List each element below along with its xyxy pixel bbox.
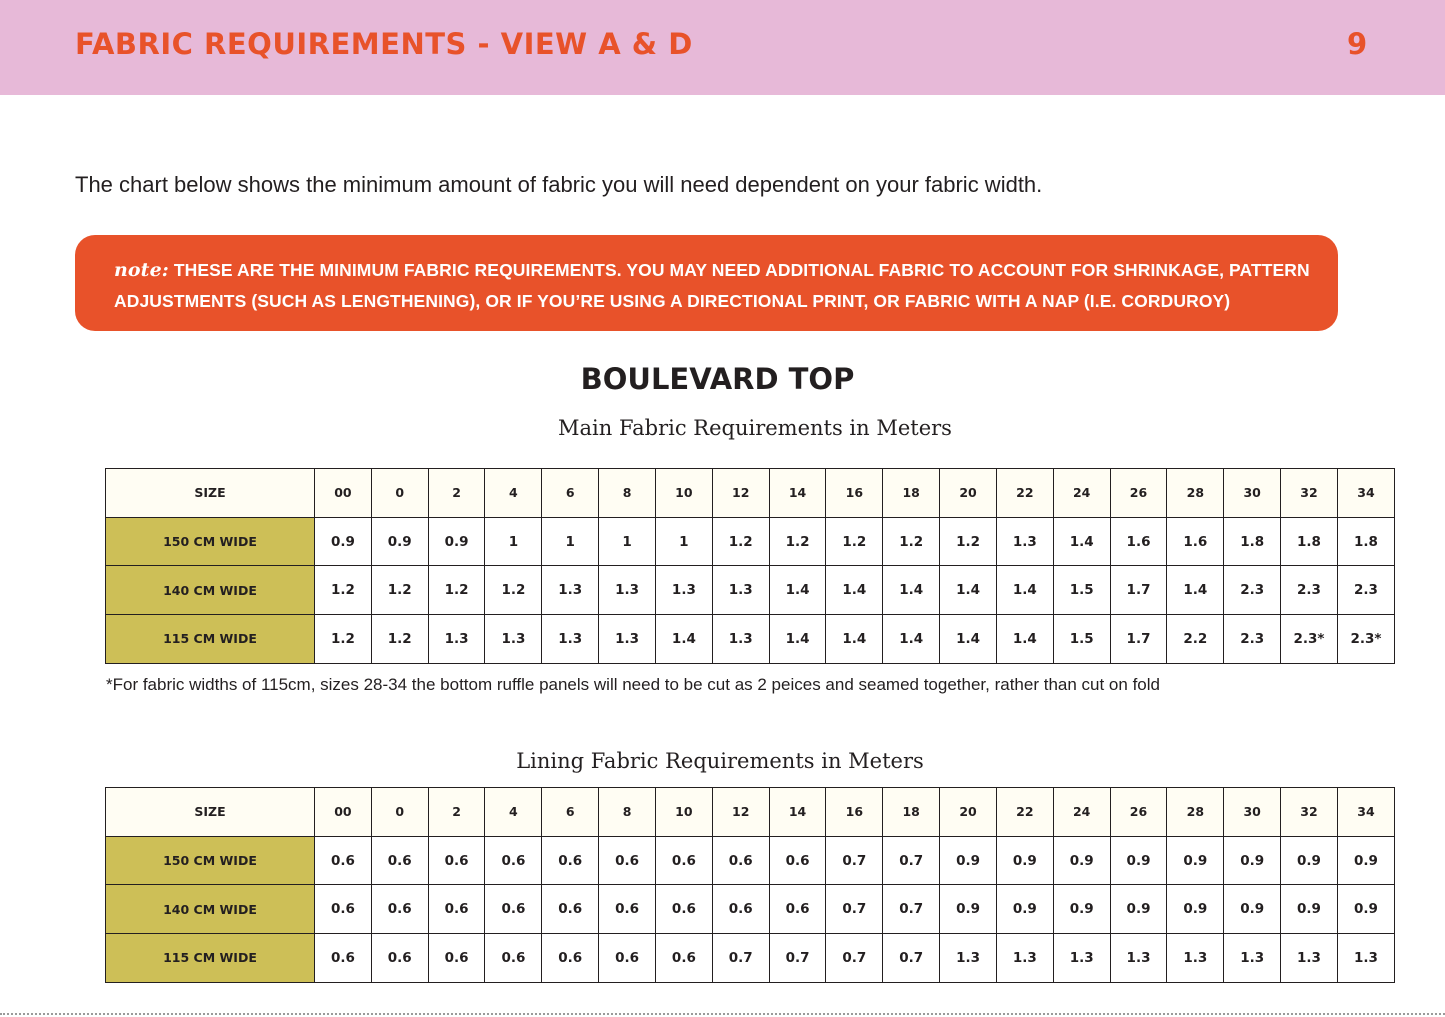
table-cell: 1.3 bbox=[542, 566, 599, 615]
table-cell: 0.7 bbox=[883, 836, 940, 885]
size-column-header: 26 bbox=[1110, 469, 1167, 518]
size-column-header: 4 bbox=[485, 788, 542, 837]
table-cell: 0.7 bbox=[826, 885, 883, 934]
table-cell: 1.3 bbox=[712, 566, 769, 615]
table-cell: 1.3 bbox=[1167, 934, 1224, 983]
table-cell: 1.7 bbox=[1110, 615, 1167, 664]
size-column-header: 32 bbox=[1281, 788, 1338, 837]
row-label: 150 CM WIDE bbox=[106, 836, 315, 885]
table-cell: 0.9 bbox=[1281, 885, 1338, 934]
size-column-header: 4 bbox=[485, 469, 542, 518]
table-cell: 0.6 bbox=[315, 934, 372, 983]
table-cell: 0.6 bbox=[371, 934, 428, 983]
intro-text: The chart below shows the minimum amount of fabric you will need dependent on your fabric width. bbox=[75, 172, 1043, 197]
table-cell: 1.3 bbox=[428, 615, 485, 664]
table-cell: 0.6 bbox=[428, 836, 485, 885]
table-cell: 1.4 bbox=[883, 566, 940, 615]
table-cell: 1.3 bbox=[1224, 934, 1281, 983]
table-cell: 0.6 bbox=[428, 885, 485, 934]
table-cell: 0.6 bbox=[655, 934, 712, 983]
table-cell: 0.7 bbox=[883, 885, 940, 934]
table-cell: 1.6 bbox=[1167, 517, 1224, 566]
table-cell: 0.6 bbox=[655, 885, 712, 934]
table-cell: 0.9 bbox=[315, 517, 372, 566]
table-cell: 0.9 bbox=[1224, 885, 1281, 934]
table-cell: 1.7 bbox=[1110, 566, 1167, 615]
size-column-header: 26 bbox=[1110, 788, 1167, 837]
table-row bbox=[106, 566, 1395, 615]
size-column-header: 22 bbox=[996, 469, 1053, 518]
size-column-header: 22 bbox=[996, 788, 1053, 837]
table-cell: 1.2 bbox=[315, 615, 372, 664]
table-cell: 0.9 bbox=[1167, 836, 1224, 885]
table-cell: 1.4 bbox=[769, 615, 826, 664]
table-cell: 0.7 bbox=[826, 836, 883, 885]
table-cell: 2.3 bbox=[1224, 615, 1281, 664]
table-cell: 0.6 bbox=[315, 836, 372, 885]
table-cell: 0.9 bbox=[1053, 836, 1110, 885]
size-column-header: 00 bbox=[315, 788, 372, 837]
table-cell: 1.4 bbox=[940, 566, 997, 615]
table-cell: 1.2 bbox=[371, 615, 428, 664]
row-label: 140 CM WIDE bbox=[106, 566, 315, 615]
size-column-header: 24 bbox=[1053, 469, 1110, 518]
table-cell: 0.9 bbox=[1281, 836, 1338, 885]
size-column-header: 16 bbox=[826, 469, 883, 518]
table-cell: 1.3 bbox=[599, 615, 656, 664]
table-cell: 1.2 bbox=[485, 566, 542, 615]
table-cell: 0.9 bbox=[940, 885, 997, 934]
table-cell: 0.9 bbox=[1053, 885, 1110, 934]
table-cell: 1 bbox=[542, 517, 599, 566]
size-column-header: 34 bbox=[1337, 469, 1394, 518]
size-column-header: 6 bbox=[542, 469, 599, 518]
table-cell: 0.6 bbox=[371, 836, 428, 885]
table-cell: 2.3 bbox=[1337, 566, 1394, 615]
table-cell: 0.9 bbox=[1337, 836, 1394, 885]
size-column-header: 12 bbox=[712, 788, 769, 837]
table-cell: 1.3 bbox=[1337, 934, 1394, 983]
table-row bbox=[106, 934, 1395, 983]
note-text: THESE ARE THE MINIMUM FABRIC REQUIREMENTS. YOU MAY NEED ADDITIONAL FABRIC TO ACCOUNT FOR SHRINKAGE, PATTERN ADJUSTMENTS (SUCH AS LENGTHENING), OR IF YOU’RE USING A DIRECTIONAL PRINT, OR FABRIC WITH A NAP (I.E. CORDUROY) bbox=[114, 260, 1310, 311]
table-cell: 1.4 bbox=[769, 566, 826, 615]
note-callout bbox=[75, 235, 1338, 331]
table-cell: 0.6 bbox=[542, 885, 599, 934]
size-column-header: 34 bbox=[1337, 788, 1394, 837]
table-cell: 0.7 bbox=[712, 934, 769, 983]
size-column-header: 2 bbox=[428, 788, 485, 837]
size-column-header: 10 bbox=[655, 788, 712, 837]
table-cell: 0.9 bbox=[1110, 885, 1167, 934]
table-cell: 1.3 bbox=[1110, 934, 1167, 983]
table-cell: 0.9 bbox=[996, 885, 1053, 934]
table-cell: 1.4 bbox=[1053, 517, 1110, 566]
footer-divider bbox=[0, 1013, 1445, 1015]
table-cell: 0.6 bbox=[599, 836, 656, 885]
size-column-header: 28 bbox=[1167, 788, 1224, 837]
size-column-header: 14 bbox=[769, 469, 826, 518]
table-cell: 1.5 bbox=[1053, 615, 1110, 664]
table-cell: 2.2 bbox=[1167, 615, 1224, 664]
size-column-header: 6 bbox=[542, 788, 599, 837]
size-header: SIZE bbox=[106, 788, 315, 837]
size-column-header: 20 bbox=[940, 788, 997, 837]
table-cell: 1.5 bbox=[1053, 566, 1110, 615]
table-cell: 0.6 bbox=[712, 836, 769, 885]
size-column-header: 2 bbox=[428, 469, 485, 518]
lining-table-title: Lining Fabric Requirements in Meters bbox=[516, 749, 924, 773]
table-cell: 1.4 bbox=[826, 615, 883, 664]
lining-fabric-table bbox=[105, 787, 1395, 983]
table-cell: 0.9 bbox=[1224, 836, 1281, 885]
table-cell: 0.6 bbox=[428, 934, 485, 983]
size-column-header: 18 bbox=[883, 469, 940, 518]
table-cell: 1 bbox=[485, 517, 542, 566]
table-cell: 1.3 bbox=[996, 934, 1053, 983]
table-row bbox=[106, 517, 1395, 566]
size-column-header: 28 bbox=[1167, 469, 1224, 518]
size-column-header: 12 bbox=[712, 469, 769, 518]
size-column-header: 32 bbox=[1281, 469, 1338, 518]
main-fabric-table bbox=[105, 468, 1395, 664]
table-row bbox=[106, 885, 1395, 934]
table-row bbox=[106, 615, 1395, 664]
table-cell: 2.3* bbox=[1337, 615, 1394, 664]
table-cell: 0.6 bbox=[769, 836, 826, 885]
size-column-header: 00 bbox=[315, 469, 372, 518]
table-cell: 0.9 bbox=[1110, 836, 1167, 885]
row-label: 115 CM WIDE bbox=[106, 934, 315, 983]
table-cell: 1.2 bbox=[940, 517, 997, 566]
table-row bbox=[106, 836, 1395, 885]
table-cell: 1.4 bbox=[655, 615, 712, 664]
page-header bbox=[0, 0, 1445, 95]
table-cell: 1.2 bbox=[826, 517, 883, 566]
size-column-header: 20 bbox=[940, 469, 997, 518]
table-cell: 0.7 bbox=[826, 934, 883, 983]
table-cell: 1.3 bbox=[1281, 934, 1338, 983]
table-cell: 1.3 bbox=[940, 934, 997, 983]
table-cell: 0.6 bbox=[655, 836, 712, 885]
table-cell: 1.3 bbox=[542, 615, 599, 664]
table-cell: 2.3* bbox=[1281, 615, 1338, 664]
table-cell: 0.9 bbox=[1337, 885, 1394, 934]
table-cell: 0.6 bbox=[485, 885, 542, 934]
table-cell: 1.3 bbox=[655, 566, 712, 615]
table-cell: 1.2 bbox=[371, 566, 428, 615]
main-table-title: Main Fabric Requirements in Meters bbox=[558, 416, 952, 440]
page-title: FABRIC REQUIREMENTS - VIEW A & D bbox=[75, 27, 693, 61]
table-header-row bbox=[106, 788, 1395, 837]
table-cell: 0.6 bbox=[599, 934, 656, 983]
table-cell: 1 bbox=[599, 517, 656, 566]
table-cell: 1.3 bbox=[996, 517, 1053, 566]
table-cell: 1.3 bbox=[712, 615, 769, 664]
table-cell: 0.6 bbox=[485, 836, 542, 885]
table-cell: 1.2 bbox=[769, 517, 826, 566]
table-cell: 1.3 bbox=[1053, 934, 1110, 983]
note-label: note: bbox=[114, 259, 169, 281]
table-cell: 0.9 bbox=[1167, 885, 1224, 934]
table-cell: 0.6 bbox=[769, 885, 826, 934]
size-column-header: 30 bbox=[1224, 788, 1281, 837]
table-cell: 0.9 bbox=[940, 836, 997, 885]
table-cell: 1.8 bbox=[1281, 517, 1338, 566]
table-cell: 0.6 bbox=[542, 934, 599, 983]
table-cell: 1.2 bbox=[883, 517, 940, 566]
table-cell: 2.3 bbox=[1224, 566, 1281, 615]
table-cell: 1.3 bbox=[599, 566, 656, 615]
row-label: 140 CM WIDE bbox=[106, 885, 315, 934]
table-cell: 0.7 bbox=[883, 934, 940, 983]
size-column-header: 30 bbox=[1224, 469, 1281, 518]
size-column-header: 14 bbox=[769, 788, 826, 837]
size-column-header: 8 bbox=[599, 469, 656, 518]
table-cell: 0.6 bbox=[315, 885, 372, 934]
size-header: SIZE bbox=[106, 469, 315, 518]
row-label: 115 CM WIDE bbox=[106, 615, 315, 664]
table-cell: 1.4 bbox=[996, 615, 1053, 664]
table-cell: 0.9 bbox=[371, 517, 428, 566]
size-column-header: 18 bbox=[883, 788, 940, 837]
row-label: 150 CM WIDE bbox=[106, 517, 315, 566]
table-cell: 1.4 bbox=[826, 566, 883, 615]
page-number: 9 bbox=[1347, 27, 1368, 61]
table-cell: 1.4 bbox=[1167, 566, 1224, 615]
table-cell: 1.4 bbox=[940, 615, 997, 664]
table-cell: 1 bbox=[655, 517, 712, 566]
table-cell: 1.2 bbox=[428, 566, 485, 615]
table-cell: 1.2 bbox=[315, 566, 372, 615]
table-cell: 0.6 bbox=[599, 885, 656, 934]
size-column-header: 8 bbox=[599, 788, 656, 837]
product-title: BOULEVARD TOP bbox=[580, 362, 855, 396]
table-cell: 0.9 bbox=[996, 836, 1053, 885]
table-cell: 1.8 bbox=[1224, 517, 1281, 566]
table-cell: 1.4 bbox=[883, 615, 940, 664]
table-cell: 0.6 bbox=[542, 836, 599, 885]
size-column-header: 0 bbox=[371, 469, 428, 518]
table-cell: 0.6 bbox=[371, 885, 428, 934]
table-cell: 0.7 bbox=[769, 934, 826, 983]
table-cell: 0.6 bbox=[712, 885, 769, 934]
table-cell: 0.6 bbox=[485, 934, 542, 983]
table-cell: 0.9 bbox=[428, 517, 485, 566]
size-column-header: 24 bbox=[1053, 788, 1110, 837]
footnote: *For fabric widths of 115cm, sizes 28-34 the bottom ruffle panels will need to be cut as 2 peices and seamed together, rather than cut on fold bbox=[106, 675, 1160, 694]
table-cell: 1.6 bbox=[1110, 517, 1167, 566]
size-column-header: 16 bbox=[826, 788, 883, 837]
table-cell: 1.2 bbox=[712, 517, 769, 566]
table-header-row bbox=[106, 469, 1395, 518]
table-cell: 2.3 bbox=[1281, 566, 1338, 615]
table-cell: 1.3 bbox=[485, 615, 542, 664]
size-column-header: 10 bbox=[655, 469, 712, 518]
table-cell: 1.8 bbox=[1337, 517, 1394, 566]
size-column-header: 0 bbox=[371, 788, 428, 837]
table-cell: 1.4 bbox=[996, 566, 1053, 615]
